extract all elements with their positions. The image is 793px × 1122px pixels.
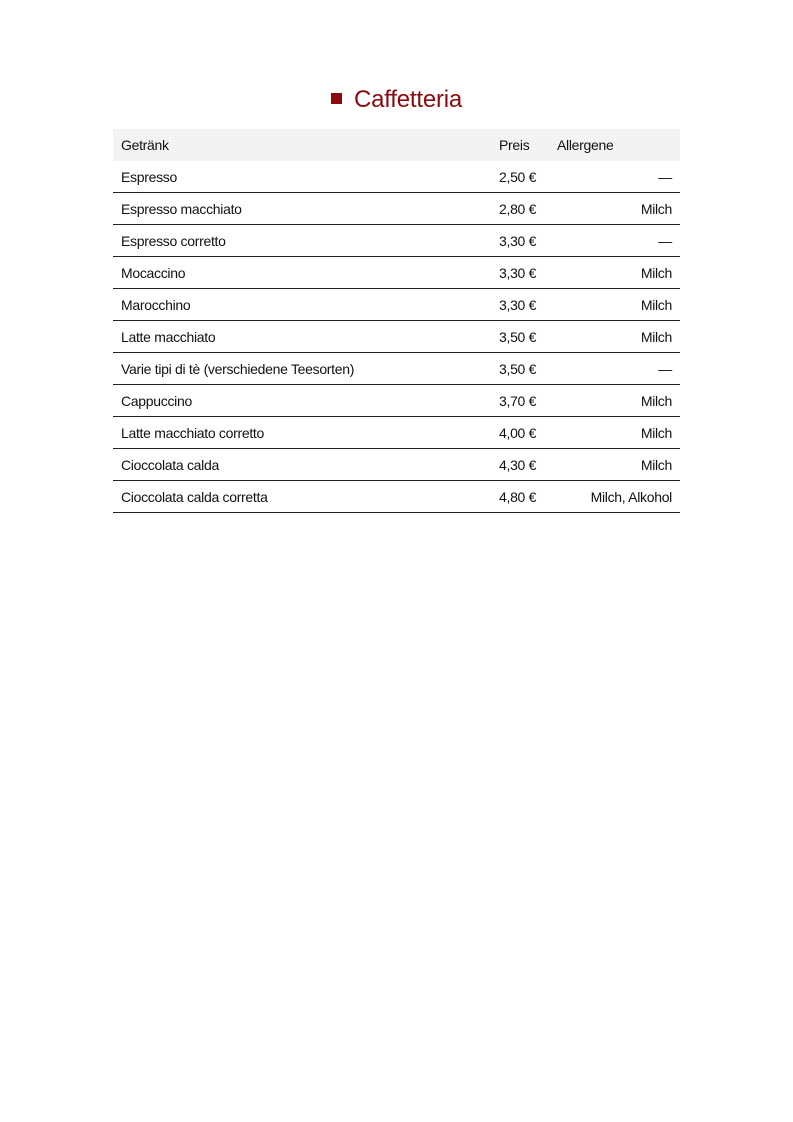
drink-price: 3,50 € — [491, 321, 557, 353]
table-header-row — [113, 129, 680, 161]
column-header-price: Preis — [499, 137, 530, 153]
drink-allergens: Milch — [557, 193, 680, 225]
drink-allergens: — — [557, 161, 680, 193]
drink-price: 4,80 € — [491, 481, 557, 513]
section-heading — [0, 84, 793, 116]
section-title: Caffetteria — [353, 86, 463, 113]
drink-name: Latte macchiato corretto — [113, 417, 491, 449]
drinks-table — [113, 129, 680, 513]
table-row — [113, 353, 680, 385]
drink-allergens: — — [557, 225, 680, 257]
drink-price: 3,30 € — [491, 289, 557, 321]
column-header-allergens: Allergene — [557, 137, 614, 153]
drink-name: Espresso — [113, 161, 491, 193]
table-row — [113, 417, 680, 449]
drink-name: Cioccolata calda corretta — [113, 481, 491, 513]
drink-price: 3,70 € — [491, 385, 557, 417]
drink-price: 2,80 € — [491, 193, 557, 225]
drink-allergens: — — [557, 353, 680, 385]
table-row — [113, 225, 680, 257]
drink-price: 2,50 € — [491, 161, 557, 193]
square-bullet-icon — [331, 93, 342, 104]
drink-name: Marocchino — [113, 289, 491, 321]
drink-price: 4,30 € — [491, 449, 557, 481]
table-row — [113, 289, 680, 321]
drink-allergens: Milch — [557, 449, 680, 481]
table-row — [113, 161, 680, 193]
table-row — [113, 321, 680, 353]
drink-name: Mocaccino — [113, 257, 491, 289]
drink-price: 3,50 € — [491, 353, 557, 385]
drink-allergens: Milch, Alkohol — [557, 481, 680, 513]
drink-name: Latte macchiato — [113, 321, 491, 353]
table-row — [113, 449, 680, 481]
drink-price: 4,00 € — [491, 417, 557, 449]
drink-allergens: Milch — [557, 321, 680, 353]
table-row — [113, 385, 680, 417]
drink-price: 3,30 € — [491, 257, 557, 289]
table-row — [113, 193, 680, 225]
drink-allergens: Milch — [557, 289, 680, 321]
drink-name: Espresso corretto — [113, 225, 491, 257]
table-row — [113, 481, 680, 513]
table-row — [113, 257, 680, 289]
drink-name: Cioccolata calda — [113, 449, 491, 481]
drink-allergens: Milch — [557, 385, 680, 417]
drink-allergens: Milch — [557, 417, 680, 449]
drink-allergens: Milch — [557, 257, 680, 289]
drink-name: Espresso macchiato — [113, 193, 491, 225]
column-header-drink: Getränk — [121, 137, 169, 153]
drink-name: Varie tipi di tè (verschiedene Teesorten) — [113, 353, 491, 385]
drink-name: Cappuccino — [113, 385, 491, 417]
drink-price: 3,30 € — [491, 225, 557, 257]
